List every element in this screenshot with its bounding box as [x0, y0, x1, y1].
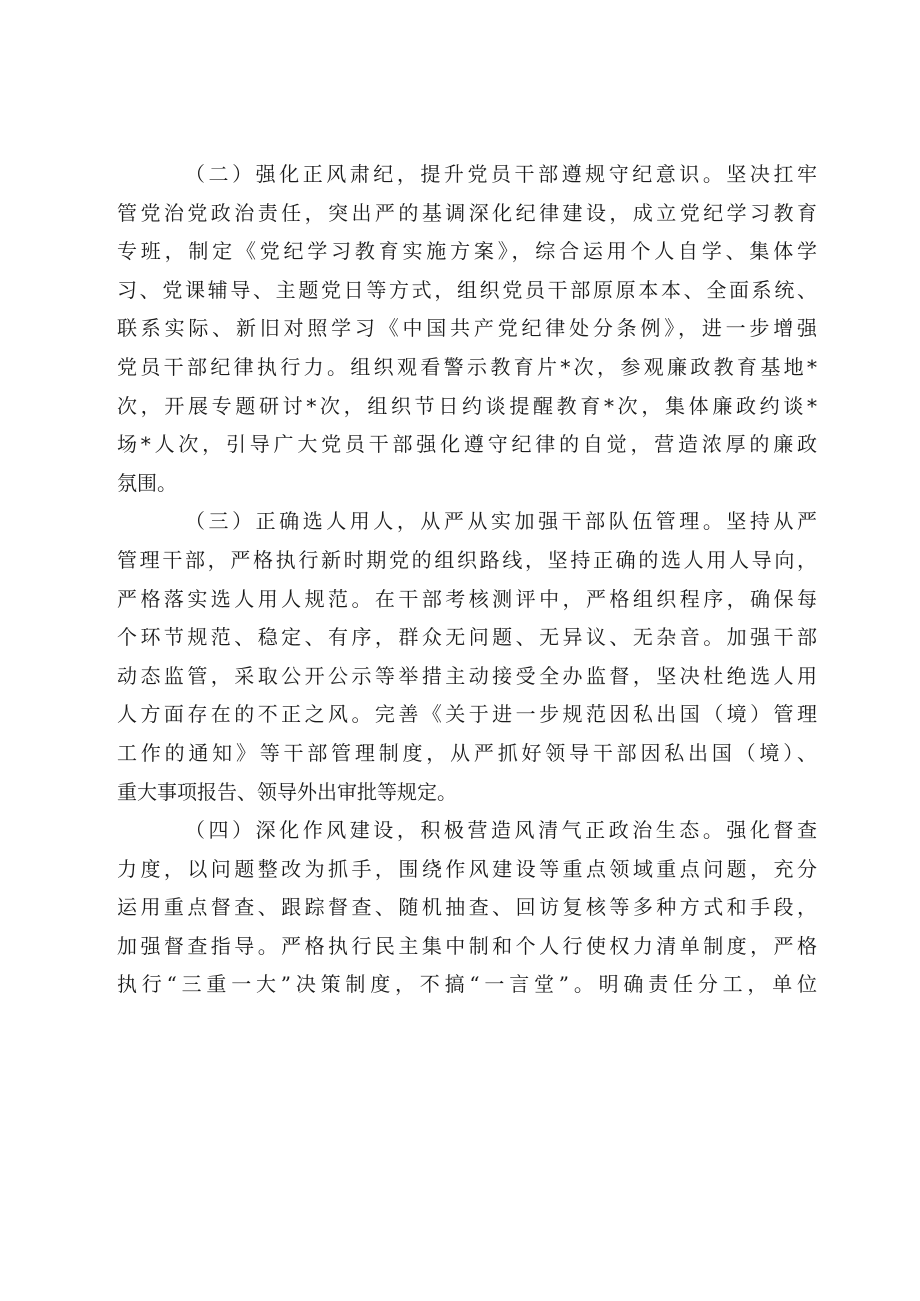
document-body	[117, 163, 817, 1012]
paragraph-3-line: （三）正确选人用人，从严从实加强干部队伍管理。坚持从严	[185, 509, 817, 534]
paragraph-4-line: 执行“三重一大”决策制度，不搞“一言堂”。明确责任分工，单位	[117, 972, 817, 997]
paragraph-3-line: 严格落实选人用人规范。在干部考核测评中，严格组织程序，确保每	[117, 586, 817, 611]
paragraph-3-line: 人方面存在的不正之风。完善《关于进一步规范因私出国（境）管理	[117, 702, 817, 727]
paragraph-2-line: 专班，制定《党纪学习教育实施方案》，综合运用个人自学、集体学	[117, 239, 817, 264]
paragraph-4-line: 运用重点督查、跟踪督查、随机抽查、回访复核等多种方式和手段，	[117, 895, 817, 920]
paragraph-3-line: 管理干部，严格执行新时期党的组织路线，坚持正确的选人用人导向，	[117, 547, 817, 572]
paragraph-2-line: 习、党课辅导、主题党日等方式，组织党员干部原原本本、全面系统、	[117, 277, 817, 302]
paragraph-3-line: 动态监管，采取公开公示等举措主动接受全办监督，坚决杜绝选人用	[117, 663, 817, 688]
paragraph-2-line: 次，开展专题研讨*次，组织节日约谈提醒教育*次，集体廉政约谈*	[117, 393, 817, 418]
paragraph-3-line: 工作的通知》等干部管理制度，从严抓好领导干部因私出国（境）、	[117, 740, 817, 765]
paragraph-3-line: 重大事项报告、领导外出审批等规定。	[117, 779, 457, 804]
paragraph-4-line: 加强督查指导。严格执行民主集中制和个人行使权力清单制度，严格	[117, 933, 817, 958]
paragraph-2-line: 联系实际、新旧对照学习《中国共产党纪律处分条例》，进一步增强	[117, 316, 817, 341]
paragraph-2-line: 氛围。	[117, 470, 177, 495]
paragraph-4-line: 力度，以问题整改为抓手，围绕作风建设等重点领域重点问题，充分	[117, 856, 817, 881]
paragraph-3-line: 个环节规范、稳定、有序，群众无问题、无异议、无杂音。加强干部	[117, 625, 817, 650]
paragraph-2-line: 场*人次，引导广大党员干部强化遵守纪律的自觉，营造浓厚的廉政	[117, 432, 817, 457]
paragraph-2-line: （二）强化正风肃纪，提升党员干部遵规守纪意识。坚决扛牢	[185, 162, 817, 186]
paragraph-2-line: 管党治党政治责任，突出严的基调深化纪律建设，成立党纪学习教育	[117, 200, 817, 225]
paragraph-4-line: （四）深化作风建设，积极营造风清气正政治生态。强化督查	[185, 818, 817, 843]
paragraph-2-line: 党员干部纪律执行力。组织观看警示教育片*次，参观廉政教育基地*	[117, 354, 817, 379]
